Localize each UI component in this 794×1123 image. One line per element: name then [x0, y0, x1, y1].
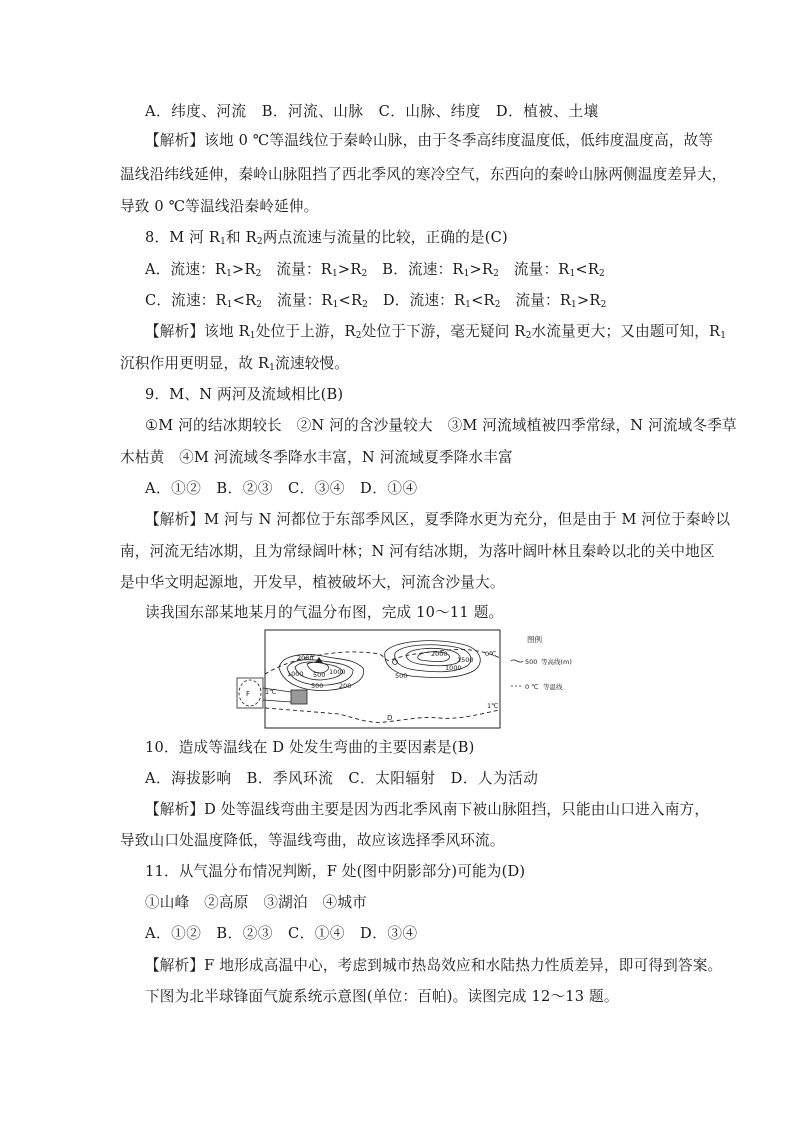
legend-isotherm-value: 0 ℃ — [525, 683, 539, 691]
f-connector-bottom — [263, 700, 291, 702]
legend-title: 图例 — [527, 635, 542, 644]
q7-analysis-line-2: 温线沿纬线延伸，秦岭山脉阻挡了西北季风的寒冷空气，东西向的秦岭山脉两侧温度差异大， — [120, 166, 727, 183]
q8-options-ab: A．流速：$R_1>R_2$ 流量：$R_1>R_2$ B．流速：$R_1>R_2$ 流量：$R_1<R_2$ — [145, 261, 605, 279]
q10-11-intro: 读我国东部某地某月的气温分布图，完成 10～11 题。 — [145, 604, 504, 621]
legend-contour-label: 等高线(m) — [541, 658, 572, 666]
label-1c-right: 1℃ — [487, 702, 499, 710]
label-1000-right: 1000 — [445, 664, 462, 672]
q8-stem: 8．M 河 $R_1$和 $R_2$两点流速与流量的比较，正确的是(C) — [145, 229, 508, 247]
q12-13-intro: 下图为北半球锋面气旋系统示意图(单位：百帕)。读图完成 12～13 题。 — [145, 988, 619, 1005]
label-1000-left: 1000 — [287, 670, 304, 678]
temperature-distribution-map — [235, 628, 580, 730]
q10-options: A．海拔影响 B．季风环流 C．太阳辐射 D．人为活动 — [145, 770, 539, 787]
q9-analysis-line-1: 【解析】M 河与 N 河都位于东部季风区，夏季降水更为充分，但是由于 M 河位于秦岭以 — [145, 511, 731, 528]
label-200: 200 — [339, 682, 352, 690]
q10-analysis-line-1: 【解析】D 处等温线弯曲主要是因为西北季风南下被山脉阻挡，只能由山口进入南方， — [145, 801, 710, 818]
q8-analysis-line-1: 【解析】该地 $R_1$处位于上游，$R_2$处位于下游，毫无疑问 $R_2$水流量更大；又由题可知，$R_1$ — [145, 323, 727, 341]
q11-analysis: 【解析】F 地形成高温中心，考虑到城市热岛效应和水陆热力性质差异，即可得到答案。 — [145, 957, 723, 974]
label-2000-right: 2000 — [431, 650, 448, 658]
q9-analysis-line-3: 是中华文明起源地，开发早，植被破坏大，河流含沙量大。 — [120, 574, 505, 591]
q7-analysis-line-3: 导致 0 ℃等温线沿秦岭延伸。 — [120, 198, 319, 215]
q11-items: ①山峰 ②高原 ③湖泊 ④城市 — [145, 894, 367, 911]
legend-isotherm-label: 等温线 — [543, 683, 563, 691]
label-2000-left: 2000 — [297, 654, 314, 662]
q9-analysis-line-2: 南，河流无结冰期，且为常绿阔叶林；N 河有结冰期，为落叶阔叶林且秦岭以北的关中地区 — [120, 543, 715, 560]
label-f: F — [246, 690, 251, 698]
q10-analysis-line-2: 导致山口处温度降低，等温线弯曲，故应该选择季风环流。 — [120, 832, 505, 849]
label-500-right: 500 — [395, 672, 408, 680]
q7-analysis-line-1: 【解析】该地 0 ℃等温线位于秦岭山脉，由于冬季高纬度温度低，低纬度温度高，故等 — [145, 132, 714, 149]
label-1000-left-b: 1000 — [329, 668, 346, 676]
q11-options: A．①② B．②③ C．①④ D．③④ — [145, 925, 418, 942]
q9-stem: 9．M、N 两河及流域相比(B) — [145, 386, 344, 403]
isotherm-1c — [265, 708, 500, 722]
q9-items-line-1: ①M 河的结冰期较长 ②N 河的含沙量较大 ③M 河流域植被四季常绿，N 河流域冬季草 — [145, 417, 737, 434]
legend-contour-symbol — [511, 660, 523, 662]
label-1500: 1500 — [457, 656, 474, 664]
q9-items-line-2: 木枯黄 ④M 河流域冬季降水丰富，N 河流域夏季降水丰富 — [120, 449, 513, 466]
f-shaded-area — [291, 690, 307, 704]
q11-stem: 11．从气温分布情况判断，F 处(图中阴影部分)可能为(D) — [145, 863, 526, 880]
q8-analysis-line-2: 沉积作用更明显，故 $R_1$流速较慢。 — [120, 355, 350, 373]
q8-options-cd: C．流速：$R_1<R_2$ 流量：$R_1<R_2$ D．流速：$R_1<R_2$ 流量：$R_1>R_2$ — [145, 292, 607, 310]
q9-options: A．①② B．②③ C．③④ D．①④ — [145, 480, 418, 497]
label-500-left: 500 — [313, 671, 326, 679]
label-d: D — [387, 714, 393, 722]
q10-stem: 10．造成等温线在 D 处发生弯曲的主要因素是(B) — [145, 739, 475, 756]
legend-contour-value: 500 — [525, 658, 538, 666]
label-1c-left: 1℃ — [265, 688, 277, 696]
label-0c: 0℃ — [485, 650, 497, 658]
q7-options: A．纬度、河流 B．河流、山脉 C．山脉、纬度 D．植被、土壤 — [145, 103, 599, 120]
label-500-left-b: 500 — [311, 682, 324, 690]
